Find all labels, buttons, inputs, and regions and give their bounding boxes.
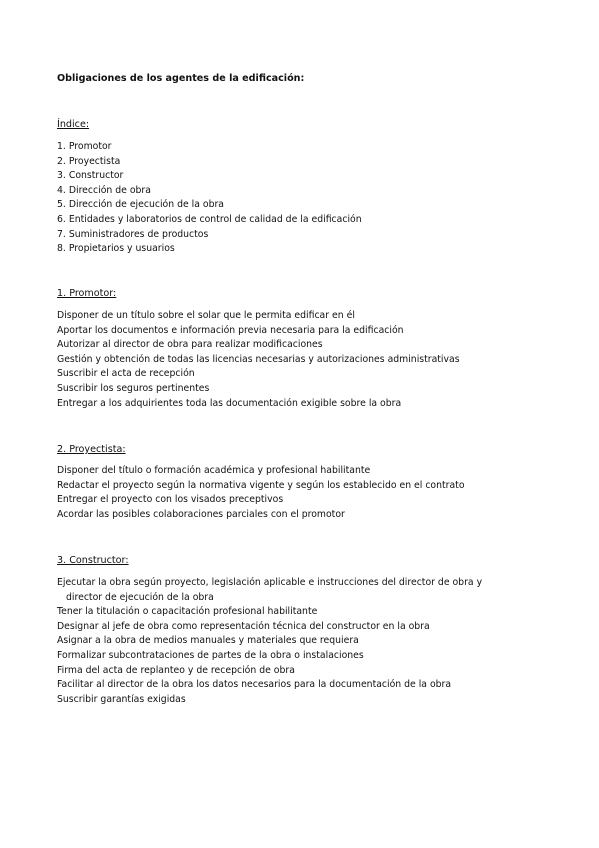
list-item: Formalizar subcontrataciones de partes de la obra o instalaciones <box>57 649 364 661</box>
list-item: Designar al jefe de obra como representación técnica del constructor en la obra <box>57 620 430 632</box>
list-item: Redactar el proyecto según la normativa vigente y según los establecido en el contrato <box>57 479 465 491</box>
section-list-proyectista <box>57 464 465 522</box>
index-item-direccion-ejecucion: 5. Dirección de ejecución de la obra <box>57 199 224 211</box>
list-item: Suscribir garantías exigidas <box>57 693 186 705</box>
list-item: Suscribir el acta de recepción <box>57 368 195 380</box>
list-item: Tener la titulación o capacitación profesional habilitante <box>57 606 318 618</box>
section-list-promotor <box>57 309 460 411</box>
index-heading: Índice: <box>57 119 90 130</box>
index-item-direccion-obra: 4. Dirección de obra <box>57 184 151 196</box>
list-item: Disponer de un título sobre el solar que le permita edificar en él <box>57 310 355 321</box>
list-item: Facilitar al director de la obra los datos necesarios para la documentación de la obra <box>57 679 452 691</box>
index-item-propietarios: 8. Propietarios y usuarios <box>57 243 175 255</box>
list-item: Acordar las posibles colaboraciones parciales con el promotor <box>57 508 345 520</box>
list-item: Firma del acta de replanteo y de recepción de obra <box>57 664 295 676</box>
list-item: Ejecutar la obra según proyecto, legislación aplicable e instrucciones del director de obra y director de ejecución de la obra <box>57 577 483 603</box>
list-item: Entregar a los adquirientes toda las documentación exigible sobre la obra <box>57 397 402 409</box>
list-item: Gestión y obtención de todas las licencias necesarias y autorizaciones administrativas <box>57 353 460 365</box>
index-item-proyectista: 2. Proyectista <box>57 155 121 167</box>
index-item-entidades-laboratorios: 6. Entidades y laboratorios de control de calidad de la edificación <box>57 213 362 225</box>
section-heading-promotor: 1. Promotor: <box>57 288 117 299</box>
list-item: Disponer del título o formación académica y profesional habilitante <box>57 465 371 476</box>
section-heading-proyectista: 2. Proyectista: <box>57 444 126 455</box>
document-title: Obligaciones de los agentes de la edificación: <box>57 73 305 84</box>
list-item: Asignar a la obra de medios manuales y materiales que requiera <box>57 635 359 647</box>
section-list-constructor <box>57 576 506 707</box>
index-item-constructor: 3. Constructor <box>57 170 124 182</box>
list-item: Autorizar al director de obra para realizar modificaciones <box>57 339 323 351</box>
section-heading-constructor: 3. Constructor: <box>57 555 129 566</box>
index-list <box>57 140 362 257</box>
index-item-promotor: 1. Promotor <box>57 141 112 152</box>
list-item: Entregar el proyecto con los visados preceptivos <box>57 494 284 506</box>
index-item-suministradores: 7. Suministradores de productos <box>57 228 209 240</box>
list-item: Suscribir los seguros pertinentes <box>57 382 210 394</box>
list-item: Aportar los documentos e información previa necesaria para la edificación <box>57 324 404 336</box>
